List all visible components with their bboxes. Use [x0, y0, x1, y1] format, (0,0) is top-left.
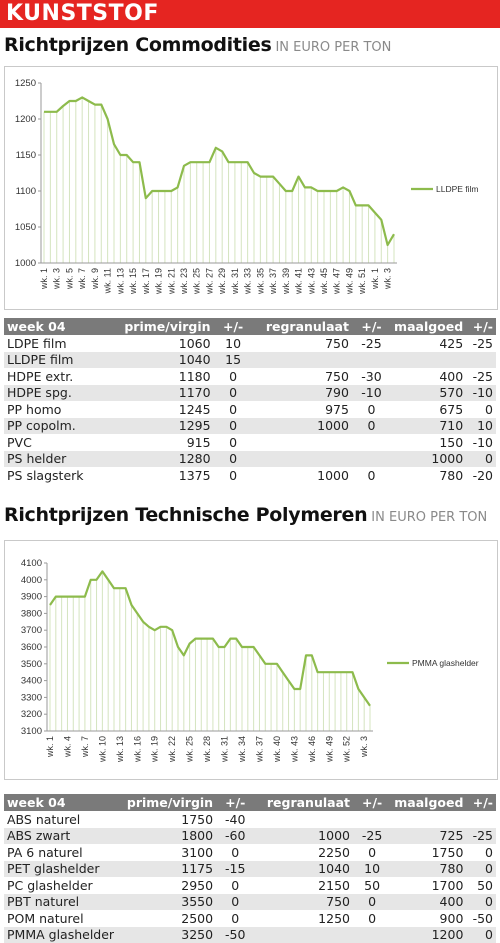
price-cell: 400 [391, 894, 466, 911]
price-cell: 1245 [114, 401, 213, 418]
price-cell: 1000 [391, 451, 466, 468]
column-header: regranulaat [253, 318, 352, 335]
x-tick-label: wk. 1 [39, 268, 49, 290]
y-tick-label: 3400 [21, 676, 42, 687]
x-tick-label: wk. 29 [217, 268, 227, 295]
price-cell: 1175 [117, 861, 216, 878]
price-cell: 0 [352, 467, 391, 484]
price-cell: -50 [216, 927, 254, 943]
x-tick-label: wk. 17 [141, 268, 151, 295]
column-header: maalgoed [391, 318, 466, 335]
polymers-title-text: Richtprijzen Technische Polymeren [4, 504, 367, 526]
price-cell: 0 [353, 894, 391, 911]
x-tick-label: wk. 45 [319, 268, 329, 295]
x-tick-label: wk. 22 [167, 736, 177, 763]
column-header: prime/virgin [117, 794, 216, 811]
column-header: +/- [466, 318, 496, 335]
column-header: +/- [353, 794, 391, 811]
polymers-chart [4, 540, 498, 780]
polymers-unit: IN EURO PER TON [371, 510, 487, 525]
price-cell: 2950 [117, 877, 216, 894]
price-cell: 900 [391, 910, 466, 927]
table-row [4, 877, 496, 894]
material-name: ABS naturel [4, 811, 117, 828]
table-row [4, 335, 496, 352]
x-tick-label: wk. 51 [357, 268, 367, 295]
price-cell: 10 [353, 861, 391, 878]
price-cell: 2500 [117, 910, 216, 927]
x-tick-label: wk. 13 [115, 736, 125, 763]
price-cell: 0 [466, 451, 496, 468]
price-cell: -10 [466, 434, 496, 451]
commodities-title-text: Richtprijzen Commodities [4, 34, 271, 56]
material-name: PS slagsterk [4, 467, 114, 484]
price-cell: 0 [214, 467, 253, 484]
price-cell: -10 [352, 385, 391, 402]
x-tick-label: wk. 37 [254, 736, 264, 763]
x-tick-label: wk. 37 [268, 268, 278, 295]
polymers-chart-svg [5, 541, 497, 779]
material-name: PMMA glashelder [4, 927, 117, 943]
y-tick-label: 1100 [16, 186, 36, 197]
price-cell [253, 352, 352, 369]
y-tick-label: 3200 [21, 709, 42, 720]
price-cell: 0 [216, 877, 254, 894]
price-cell: 0 [352, 418, 391, 435]
material-name: POM naturel [4, 910, 117, 927]
price-cell: 750 [253, 335, 352, 352]
x-tick-label: wk. 16 [132, 736, 142, 763]
column-header: week 04 [4, 318, 114, 335]
price-cell: 0 [353, 844, 391, 861]
table-row [4, 451, 496, 468]
y-tick-label: 4100 [21, 558, 42, 569]
x-tick-label: wk. 34 [237, 736, 247, 763]
material-name: PBT naturel [4, 894, 117, 911]
price-cell: 0 [466, 861, 496, 878]
commodities-title [4, 34, 391, 56]
price-cell: 1280 [114, 451, 213, 468]
series-line [50, 571, 370, 705]
y-tick-label: 3500 [21, 659, 42, 670]
price-cell: 425 [391, 335, 466, 352]
price-cell: 0 [466, 927, 496, 943]
price-cell: 1295 [114, 418, 213, 435]
material-name: ABS zwart [4, 828, 117, 845]
x-tick-label: wk. 7 [77, 268, 87, 290]
banner-title: KUNSTSTOF [6, 1, 159, 26]
column-header: week 04 [4, 794, 117, 811]
price-cell: -25 [352, 335, 391, 352]
price-cell [253, 434, 352, 451]
price-cell: 1200 [391, 927, 466, 943]
price-cell [254, 927, 353, 943]
x-tick-label: wk. 1 [370, 268, 380, 290]
price-cell: 1000 [254, 828, 353, 845]
x-tick-label: wk. 25 [185, 736, 195, 763]
price-cell: -30 [352, 368, 391, 385]
commodities-chart-svg [5, 67, 497, 309]
x-tick-label: wk. 31 [220, 736, 230, 763]
price-cell [353, 811, 391, 828]
legend-label: PMMA glashelder [412, 658, 479, 668]
x-tick-label: wk. 4 [62, 736, 72, 758]
price-cell: 750 [254, 894, 353, 911]
polymers-title [4, 504, 487, 526]
y-tick-label: 3900 [21, 592, 42, 603]
material-name: PVC [4, 434, 114, 451]
commodities-unit: IN EURO PER TON [275, 40, 391, 55]
x-tick-label: wk. 40 [272, 736, 282, 763]
y-tick-label: 1050 [15, 222, 36, 233]
price-cell: -15 [216, 861, 254, 878]
price-cell: -25 [353, 828, 391, 845]
price-cell: 1250 [254, 910, 353, 927]
price-cell: 2150 [254, 877, 353, 894]
commodities-price-table [4, 318, 496, 484]
price-cell: 1060 [114, 335, 213, 352]
x-tick-label: wk. 52 [342, 736, 352, 763]
column-header: prime/virgin [114, 318, 213, 335]
price-cell: 0 [216, 910, 254, 927]
price-cell: 50 [353, 877, 391, 894]
table-row [4, 352, 496, 369]
x-tick-label: wk. 39 [281, 268, 291, 295]
x-tick-label: wk. 5 [64, 268, 74, 290]
price-cell: 1800 [117, 828, 216, 845]
y-tick-label: 1000 [15, 258, 36, 269]
price-cell: -25 [466, 335, 496, 352]
price-cell: 975 [253, 401, 352, 418]
price-cell: -10 [466, 385, 496, 402]
x-tick-label: wk. 33 [243, 268, 253, 295]
price-cell: 1170 [114, 385, 213, 402]
price-cell: 0 [214, 385, 253, 402]
price-cell [353, 927, 391, 943]
table-row [4, 828, 496, 845]
price-cell: 710 [391, 418, 466, 435]
series-line [44, 97, 394, 245]
price-cell: 790 [253, 385, 352, 402]
column-header: +/- [352, 318, 391, 335]
price-cell: -20 [466, 467, 496, 484]
y-tick-label: 3800 [21, 608, 42, 619]
table-header-row [4, 794, 496, 811]
table-row [4, 861, 496, 878]
x-tick-label: wk. 46 [307, 736, 317, 763]
price-cell: 0 [352, 401, 391, 418]
price-cell: 675 [391, 401, 466, 418]
x-tick-label: wk. 43 [306, 268, 316, 295]
x-tick-label: wk. 31 [230, 268, 240, 295]
price-cell: 400 [391, 368, 466, 385]
column-header: maalgoed [391, 794, 466, 811]
price-cell [253, 451, 352, 468]
x-tick-label: wk. 49 [344, 268, 354, 295]
price-cell: 10 [466, 418, 496, 435]
price-cell: 750 [253, 368, 352, 385]
price-cell: 1180 [114, 368, 213, 385]
y-tick-label: 4000 [21, 575, 42, 586]
x-tick-label: wk. 1 [45, 736, 55, 758]
x-tick-label: wk. 43 [289, 736, 299, 763]
price-cell [391, 352, 466, 369]
table-header-row [4, 318, 496, 335]
material-name: LDPE film [4, 335, 114, 352]
price-cell: 915 [114, 434, 213, 451]
price-cell: 1700 [391, 877, 466, 894]
x-tick-label: wk. 35 [255, 268, 265, 295]
polymers-price-table [4, 794, 496, 943]
table-row [4, 910, 496, 927]
material-name: HDPE extr. [4, 368, 114, 385]
price-cell: 2250 [254, 844, 353, 861]
price-cell: 1000 [253, 467, 352, 484]
material-name: HDPE spg. [4, 385, 114, 402]
price-cell: 3550 [117, 894, 216, 911]
x-tick-label: wk. 28 [202, 736, 212, 763]
y-tick-label: 1200 [15, 114, 36, 125]
x-tick-label: wk. 3 [383, 268, 393, 290]
table-row [4, 894, 496, 911]
x-tick-label: wk. 11 [103, 268, 113, 294]
x-tick-label: wk. 13 [115, 268, 125, 295]
price-cell: 1375 [114, 467, 213, 484]
price-cell: 150 [391, 434, 466, 451]
price-cell: 780 [391, 467, 466, 484]
x-tick-label: wk. 3 [52, 268, 62, 290]
price-cell: 0 [466, 844, 496, 861]
material-name: LLDPE film [4, 352, 114, 369]
y-tick-label: 3100 [21, 726, 42, 737]
x-tick-label: wk. 49 [324, 736, 334, 763]
commodities-chart [4, 66, 498, 310]
price-cell: 570 [391, 385, 466, 402]
table-row [4, 434, 496, 451]
material-name: PET glashelder [4, 861, 117, 878]
price-cell: -40 [216, 811, 254, 828]
price-cell: 0 [466, 401, 496, 418]
column-header: regranulaat [254, 794, 353, 811]
price-cell [352, 352, 391, 369]
price-cell: -50 [466, 910, 496, 927]
x-tick-label: wk. 25 [192, 268, 202, 295]
price-cell: -60 [216, 828, 254, 845]
x-tick-label: wk. 3 [359, 736, 369, 758]
table-row [4, 401, 496, 418]
price-cell: 3100 [117, 844, 216, 861]
y-tick-label: 1150 [16, 150, 36, 161]
price-cell: -25 [466, 368, 496, 385]
price-cell: 0 [214, 434, 253, 451]
x-tick-label: wk. 10 [97, 736, 107, 763]
material-name: PC glashelder [4, 877, 117, 894]
material-name: PP homo [4, 401, 114, 418]
price-cell: 1040 [254, 861, 353, 878]
price-cell: 0 [214, 401, 253, 418]
price-cell: 1750 [117, 811, 216, 828]
column-header: +/- [466, 794, 496, 811]
price-cell: 0 [466, 894, 496, 911]
y-tick-label: 1250 [15, 78, 36, 89]
section-banner [0, 0, 500, 28]
price-cell [466, 352, 496, 369]
x-tick-label: wk. 19 [154, 268, 164, 295]
price-cell: 0 [214, 451, 253, 468]
price-cell [352, 434, 391, 451]
x-tick-label: wk. 19 [150, 736, 160, 763]
price-cell: 15 [214, 352, 253, 369]
x-tick-label: wk. 7 [80, 736, 90, 758]
table-row [4, 418, 496, 435]
material-name: PS helder [4, 451, 114, 468]
column-header: +/- [216, 794, 254, 811]
price-cell: 50 [466, 877, 496, 894]
price-cell: 780 [391, 861, 466, 878]
price-cell [352, 451, 391, 468]
table-row [4, 811, 496, 828]
y-tick-label: 3600 [21, 642, 42, 653]
price-cell: 0 [214, 418, 253, 435]
table-row [4, 844, 496, 861]
x-tick-label: wk. 41 [294, 268, 304, 295]
price-cell: 1000 [253, 418, 352, 435]
price-cell: 725 [391, 828, 466, 845]
x-tick-label: wk. 27 [204, 268, 214, 295]
x-tick-label: wk. 15 [128, 268, 138, 295]
table-row [4, 368, 496, 385]
material-name: PA 6 naturel [4, 844, 117, 861]
price-cell: 1040 [114, 352, 213, 369]
y-tick-label: 3700 [21, 625, 42, 636]
price-cell [254, 811, 353, 828]
price-cell: 0 [216, 844, 254, 861]
column-header: +/- [214, 318, 253, 335]
y-tick-label: 3300 [21, 692, 42, 703]
price-cell: 1750 [391, 844, 466, 861]
legend-label: LLDPE film [436, 184, 479, 194]
price-cell [391, 811, 466, 828]
price-cell: 0 [214, 368, 253, 385]
x-tick-label: wk. 23 [179, 268, 189, 295]
table-row [4, 385, 496, 402]
x-tick-label: wk. 21 [166, 268, 176, 295]
price-cell: 3250 [117, 927, 216, 943]
x-tick-label: wk. 9 [90, 268, 100, 290]
price-cell [466, 811, 496, 828]
table-row [4, 927, 496, 943]
price-cell: -25 [466, 828, 496, 845]
material-name: PP copolm. [4, 418, 114, 435]
price-cell: 10 [214, 335, 253, 352]
price-cell: 0 [353, 910, 391, 927]
x-tick-label: wk. 47 [332, 268, 342, 295]
price-cell: 0 [216, 894, 254, 911]
table-row [4, 467, 496, 484]
